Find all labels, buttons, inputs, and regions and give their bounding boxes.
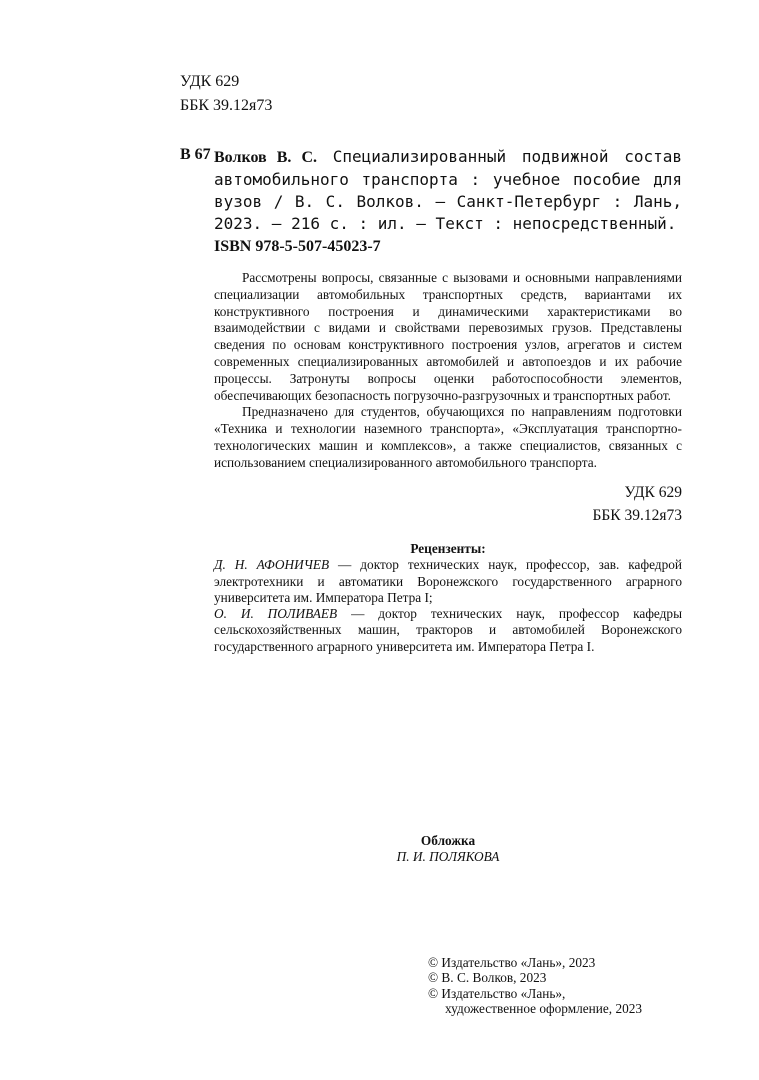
bibliographic-description: Специализированный подвижной состав автомобильного транспорта : учебное пособие для вузов / В. С. Волков. — Санкт-Петербург : Лань, 2023. — 216 с. : ил. — Текст : непосредственный. [214, 147, 682, 233]
reviewer-details: — доктор технических наук, профессор кафедры сельскохозяйственных машин, тракторов и автомобилей Воронежского государственного аграрного университета им. Императора Петра I. [214, 606, 683, 654]
bbk-code: ББК 39.12я73 [180, 97, 273, 114]
copyright-line: © В. С. Волков, 2023 [428, 970, 547, 986]
reviewer-name: О. И. ПОЛИВАЕВ [214, 606, 338, 622]
copyright-block [428, 955, 688, 1017]
annotation [214, 270, 682, 472]
copyright-line: © Издательство «Лань», [428, 985, 566, 1001]
bibliographic-record [214, 146, 682, 235]
udk-code: УДК 629 [180, 73, 240, 90]
isbn: ISBN 978-5-507-45023-7 [214, 238, 381, 255]
udk-code: УДК 629 [624, 484, 682, 501]
annotation-paragraph: Предназначено для студентов, обучающихся по направлениям подготовки «Техника и технологии наземного транспорта», «Эксплуатация транспортно-технологических машин и комплексов», а также специалистов, связанных с использованием специализированного автомобильного транспорта. [214, 404, 682, 470]
reviewer-entry [214, 557, 682, 606]
cover-credit [214, 833, 682, 865]
top-classification-codes [180, 70, 272, 118]
cover-heading: Обложка [420, 833, 476, 848]
author-mark: В 67 [180, 146, 211, 163]
reviewer-details: — доктор технических наук, профессор, зав. кафедрой электротехники и автоматики Воронежского государственного аграрного университета им. Императора Петра I; [214, 557, 682, 605]
cover-designer: П. И. ПОЛЯКОВА [396, 849, 500, 864]
reviewers-heading: Рецензенты: [410, 541, 486, 556]
reviewers-section [214, 541, 682, 655]
copyright-line: художественное оформление, 2023 [445, 1001, 643, 1017]
copyright-line: © Издательство «Лань», 2023 [428, 955, 596, 970]
reviewer-entry [214, 606, 682, 655]
bbk-code: ББК 39.12я73 [592, 507, 682, 524]
author-name: Волков В. С. [214, 149, 318, 166]
bottom-classification-codes [500, 481, 682, 527]
reviewer-name: Д. Н. АФОНИЧЕВ [214, 557, 330, 573]
annotation-paragraph: Рассмотрены вопросы, связанные с вызовами и основными направлениями специализации автомобильных транспортных средств, вариантами их конструктивного построения и динамическими характеристиками во взаимодействии с видами и свойствами перевозимых грузов. Представлены сведения по основам конструктивного построения узлов, агрегатов и систем современных специализированных автомобилей и автопоездов и их рабочие процессы. Затронуты вопросы оценки работоспособности элементов, обеспечивающих безопасность погрузочно-разгрузочных и транспортных работ. [214, 270, 682, 403]
